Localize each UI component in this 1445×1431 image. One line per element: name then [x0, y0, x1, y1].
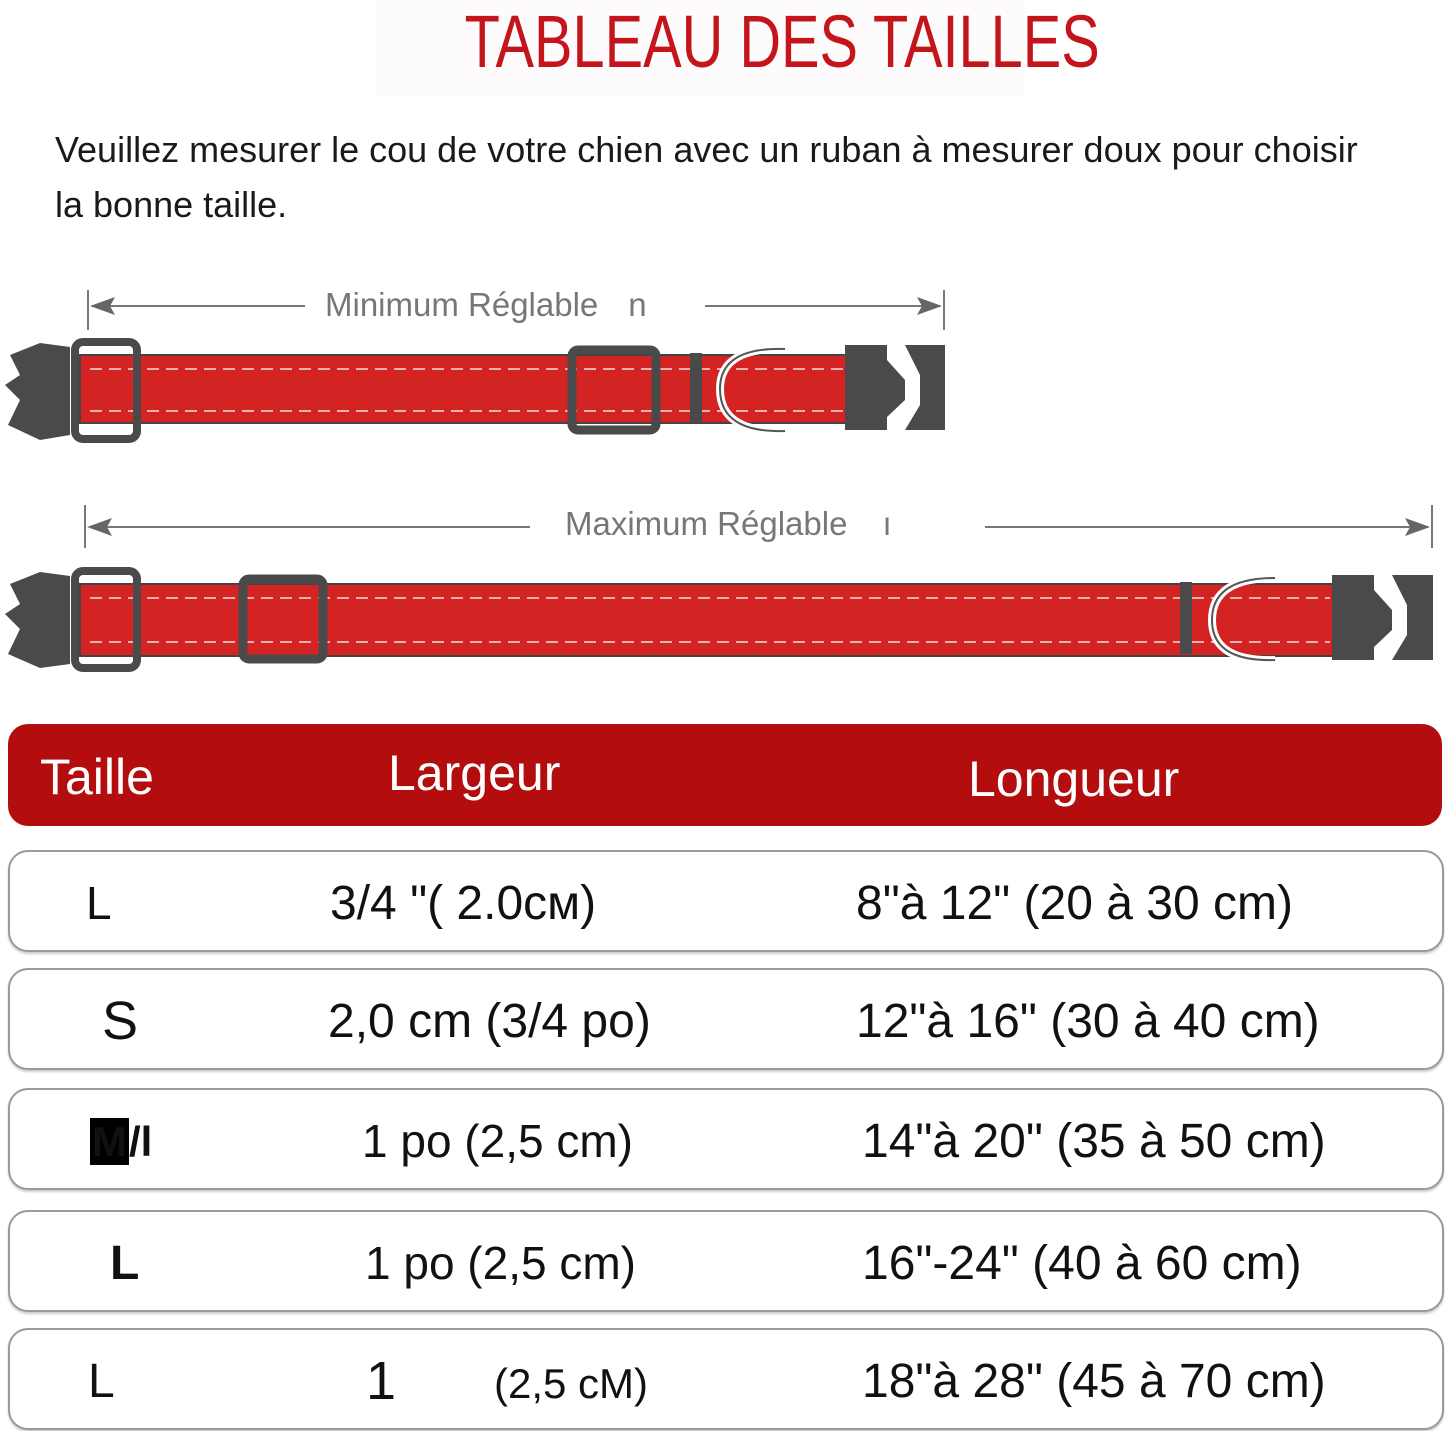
row-width: 1: [366, 1351, 397, 1411]
table-row: [8, 850, 1444, 952]
row-width: 1 po (2,5 cm): [365, 1237, 636, 1289]
size-table-header: [8, 724, 1442, 826]
row-length: 18"à 28" (45 à 70 cm): [862, 1355, 1326, 1408]
intro-text: Veuillez mesurer le cou de votre chien avec un ruban à mesurer doux pour choisir la bonne taille.: [55, 129, 1358, 225]
minimum-label-stray: n: [628, 286, 647, 323]
minimum-label: [325, 286, 647, 324]
row-size: L: [86, 877, 112, 929]
row-width-extra: (2,5 cM): [494, 1360, 649, 1407]
header-longueur: Longueur: [968, 751, 1180, 807]
row-size: L: [88, 1355, 115, 1408]
minimum-label-text: Minimum Réglable: [325, 286, 599, 323]
maximum-label: [565, 505, 892, 543]
row-width: 3/4 "( 2.0cм): [330, 877, 597, 930]
row-size: L: [110, 1237, 140, 1290]
table-row: [8, 968, 1444, 1070]
row-size: [90, 1118, 152, 1166]
header-largeur: Largeur: [388, 745, 561, 801]
row-width: 1 po (2,5 cm): [362, 1115, 633, 1167]
title-text: TABLEAU DES TAILLES: [464, 0, 1100, 83]
row-length: 12"à 16" (30 à 40 cm): [856, 995, 1320, 1048]
row-size-letter: M: [92, 1118, 127, 1165]
row-size: S: [102, 991, 139, 1051]
page-title: [375, 0, 1100, 96]
table-row: [8, 1210, 1444, 1312]
table-row: [8, 1328, 1444, 1430]
table-row: [8, 1088, 1444, 1190]
row-size-suffix: /l: [129, 1118, 153, 1165]
row-length: 16"-24" (40 à 60 cm): [862, 1237, 1302, 1290]
header-taille: Taille: [40, 749, 154, 805]
maximum-label-stray: ı: [882, 505, 892, 542]
row-length: 14"à 20" (35 à 50 cm): [862, 1115, 1326, 1168]
row-width: 2,0 cm (3/4 po): [328, 995, 651, 1048]
maximum-label-text: Maximum Réglable: [565, 505, 848, 542]
row-length: 8"à 12" (20 à 30 cm): [856, 877, 1293, 930]
